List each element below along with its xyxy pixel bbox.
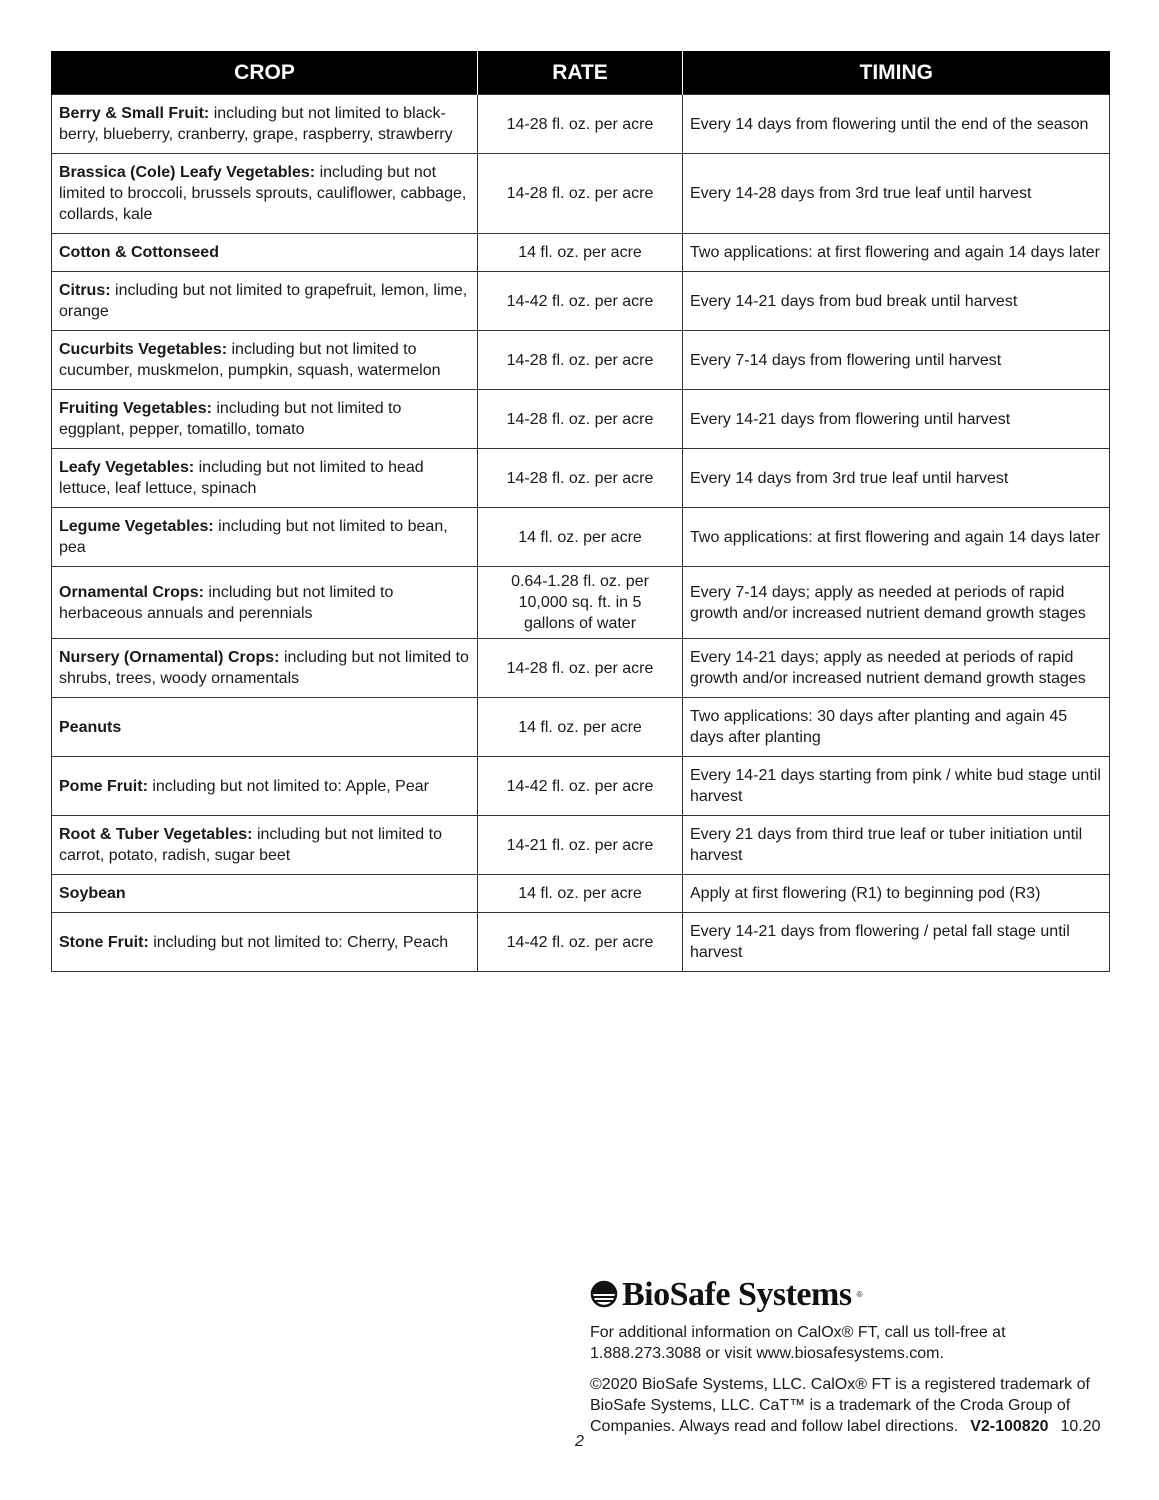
rate-cell: 14-28 fl. oz. per acre [478, 449, 683, 508]
crop-name: Berry & Small Fruit: [59, 105, 210, 122]
column-header-crop: CROP [52, 51, 478, 95]
table-row [52, 154, 1110, 234]
table-row [52, 913, 1110, 972]
globe-leaf-icon [590, 1280, 618, 1308]
footer [590, 1275, 1120, 1447]
crop-cell [52, 567, 478, 639]
application-rate-table [51, 51, 1110, 972]
column-header-timing: TIMING [683, 51, 1110, 95]
timing-cell: Every 14-21 days starting from pink / white bud stage until harvest [683, 757, 1110, 816]
timing-cell: Two applications: 30 days after planting and again 45 days after planting [683, 698, 1110, 757]
table-row [52, 95, 1110, 154]
table-row [52, 234, 1110, 272]
timing-cell: Every 14 days from 3rd true leaf until harvest [683, 449, 1110, 508]
rate-cell: 14-28 fl. oz. per acre [478, 95, 683, 154]
table-row [52, 567, 1110, 639]
crop-cell [52, 508, 478, 567]
crop-cell [52, 390, 478, 449]
crop-cell [52, 154, 478, 234]
crop-detail: including but not limited to bean, pea [59, 518, 448, 556]
rate-cell: 14 fl. oz. per acre [478, 698, 683, 757]
timing-cell: Every 14-21 days from flowering until harvest [683, 390, 1110, 449]
timing-cell: Every 7-14 days; apply as needed at periods of rapid growth and/or increased nutrient demand growth stages [683, 567, 1110, 639]
legal-text: ©2020 BioSafe Systems, LLC. CalOx® FT is a registered trademark of BioSafe Systems, LLC. CaT™ is a trademark of the Croda Group of Companies. Always read and follow label directions. [590, 1376, 1090, 1435]
crop-name: Legume Vegetables: [59, 518, 214, 535]
crop-cell [52, 698, 478, 757]
logo-registered-mark: ® [856, 1289, 863, 1299]
crop-detail: including but not limited to carrot, potato, radish, sugar beet [59, 826, 442, 864]
timing-cell: Every 7-14 days from flowering until harvest [683, 331, 1110, 390]
crop-cell [52, 913, 478, 972]
rate-cell: 14-28 fl. oz. per acre [478, 390, 683, 449]
rate-cell: 14-42 fl. oz. per acre [478, 272, 683, 331]
document-date: 10.20 [1060, 1418, 1101, 1435]
crop-cell [52, 816, 478, 875]
table-row [52, 449, 1110, 508]
crop-detail: including but not limited to black-berry, blueberry, cranberry, grape, raspberry, strawberry [59, 105, 453, 143]
crop-cell [52, 639, 478, 698]
crop-detail: including but not limited to grapefruit, lemon, lime, orange [59, 282, 468, 320]
rate-cell: 14-42 fl. oz. per acre [478, 913, 683, 972]
rate-cell: 14-28 fl. oz. per acre [478, 639, 683, 698]
page-number: 2 [575, 1433, 584, 1450]
table-row [52, 698, 1110, 757]
logo-wordmark: BioSafe Systems [622, 1275, 852, 1313]
crop-cell [52, 95, 478, 154]
rate-cell: 14 fl. oz. per acre [478, 234, 683, 272]
timing-cell: Two applications: at first flowering and again 14 days later [683, 234, 1110, 272]
crop-detail: including but not limited to: Apple, Pear [152, 777, 429, 795]
crop-detail: including but not limited to cucumber, muskmelon, pumpkin, squash, watermelon [59, 341, 441, 379]
rate-cell: 0.64-1.28 fl. oz. per 10,000 sq. ft. in 5 gallons of water [478, 567, 683, 639]
crop-cell [52, 875, 478, 913]
timing-cell: Apply at first flowering (R1) to beginning pod (R3) [683, 875, 1110, 913]
crop-detail: including but not limited to: Cherry, Peach [153, 933, 449, 951]
timing-cell: Every 14-28 days from 3rd true leaf until harvest [683, 154, 1110, 234]
crop-name: Stone Fruit: [59, 933, 149, 951]
crop-name: Ornamental Crops: [59, 583, 204, 601]
timing-cell: Every 21 days from third true leaf or tuber initiation until harvest [683, 816, 1110, 875]
crop-name: Leafy Vegetables: [59, 459, 195, 476]
rate-cell: 14 fl. oz. per acre [478, 875, 683, 913]
timing-cell: Every 14-21 days from bud break until harvest [683, 272, 1110, 331]
table-row [52, 639, 1110, 698]
contact-info: For additional information on CalOx® FT, call us toll-free at 1.888.273.3088 or visit www.biosafesystems.com. [590, 1324, 1006, 1362]
crop-name: Citrus: [59, 282, 111, 299]
rate-cell: 14-28 fl. oz. per acre [478, 331, 683, 390]
timing-cell: Two applications: at first flowering and again 14 days later [683, 508, 1110, 567]
table-row [52, 508, 1110, 567]
crop-detail: including but not limited to broccoli, brussels sprouts, cauliflower, cabbage, collards, kale [59, 164, 467, 223]
crop-name: Soybean [59, 885, 126, 902]
timing-cell: Every 14-21 days from flowering / petal fall stage until harvest [683, 913, 1110, 972]
column-header-rate: RATE [478, 51, 683, 95]
table-row [52, 875, 1110, 913]
biosafe-logo [590, 1275, 1120, 1313]
crop-name: Cotton & Cottonseed [59, 244, 219, 261]
rate-cell: 14-21 fl. oz. per acre [478, 816, 683, 875]
crop-cell [52, 757, 478, 816]
table-header-row [52, 51, 1110, 95]
document-code: V2-100820 [970, 1418, 1049, 1435]
crop-name: Fruiting Vegetables: [59, 400, 212, 417]
crop-name: Brassica (Cole) Leafy Vegetables: [59, 164, 316, 181]
crop-name: Nursery (Ornamental) Crops: [59, 649, 280, 666]
crop-name: Pome Fruit: [59, 777, 148, 795]
legal-notice [590, 1374, 1120, 1437]
table-row [52, 331, 1110, 390]
crop-cell [52, 234, 478, 272]
timing-cell: Every 14-21 days; apply as needed at periods of rapid growth and/or increased nutrient demand growth stages [683, 639, 1110, 698]
table-row [52, 757, 1110, 816]
timing-cell: Every 14 days from flowering until the end of the season [683, 95, 1110, 154]
crop-detail: including but not limited to head lettuce, leaf lettuce, spinach [59, 459, 424, 497]
crop-cell [52, 272, 478, 331]
crop-detail: including but not limited to shrubs, trees, woody ornamentals [59, 649, 469, 687]
rate-cell: 14-42 fl. oz. per acre [478, 757, 683, 816]
rate-cell: 14 fl. oz. per acre [478, 508, 683, 567]
crop-cell [52, 449, 478, 508]
crop-cell [52, 331, 478, 390]
crop-name: Peanuts [59, 718, 122, 736]
table-row [52, 390, 1110, 449]
crop-name: Root & Tuber Vegetables: [59, 826, 253, 843]
crop-detail: including but not limited to eggplant, pepper, tomatillo, tomato [59, 400, 402, 438]
rate-cell: 14-28 fl. oz. per acre [478, 154, 683, 234]
table-body [52, 95, 1110, 972]
crop-name: Cucurbits Vegetables: [59, 341, 228, 358]
table-row [52, 272, 1110, 331]
crop-detail: including but not limited to herbaceous annuals and perennials [59, 583, 394, 622]
table-row [52, 816, 1110, 875]
